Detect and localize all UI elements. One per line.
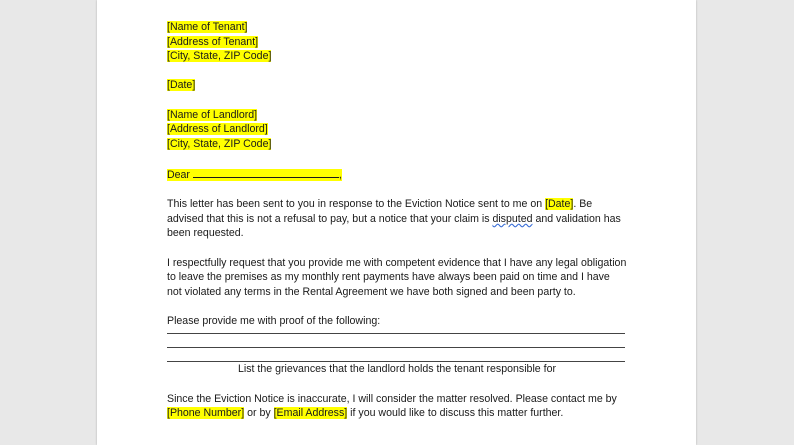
date-line [167, 78, 627, 93]
tenant-address-placeholder[interactable]: [Address of Tenant] [167, 35, 259, 48]
paragraph-text: Since the Eviction Notice is inaccurate, I will consider the matter resolved. Please contact me by [167, 392, 617, 405]
document-page [97, 0, 696, 445]
salutation-comma: , [338, 168, 342, 181]
paragraph-proof: Please provide me with proof of the following: [167, 314, 381, 327]
recipient-blank[interactable] [193, 166, 339, 178]
tenant-name-line [167, 20, 627, 35]
landlord-city-placeholder[interactable]: [City, State, ZIP Code] [167, 137, 272, 150]
tenant-name-placeholder[interactable]: [Name of Tenant] [167, 21, 248, 33]
paragraph-request: I respectfully request that you provide me with competent evidence that I have any legal obligation to leave the premises as my monthly rent payments have always been paid on time and I have not violated any terms in the Rental Agreement we have both signed and been party to. [167, 256, 627, 298]
salutation [167, 166, 627, 183]
date-placeholder[interactable]: [Date] [167, 79, 196, 92]
paragraph-response [167, 197, 627, 241]
paragraph-text: . Be advised that this is not a refusal to pay, but a notice that your claim is [167, 198, 593, 225]
spacer [167, 183, 627, 198]
email-placeholder[interactable]: [Email Address] [273, 407, 348, 420]
paragraph-text: or by [244, 407, 274, 420]
salutation-dear: Dear [167, 168, 190, 181]
spacer [167, 241, 627, 256]
paragraph-text: if you would like to discuss this matter further. [347, 407, 564, 420]
landlord-name-placeholder[interactable]: [Name of Landlord] [167, 108, 258, 121]
spacer [167, 348, 627, 361]
phone-placeholder[interactable]: [Phone Number] [167, 407, 245, 420]
spacer [167, 64, 627, 79]
spacer [167, 151, 627, 166]
notice-date-placeholder[interactable]: [Date] [545, 198, 574, 211]
grievance-caption: List the grievances that the landlord holds the tenant responsible for [237, 363, 556, 376]
spacer [167, 377, 627, 392]
landlord-city-line [167, 137, 627, 152]
spellcheck-word[interactable]: disputed [492, 212, 533, 225]
tenant-city-line [167, 49, 627, 64]
paragraph-text: This letter has been sent to you in response to the Eviction Notice sent to me on [167, 198, 546, 211]
spacer [167, 299, 627, 314]
paragraph-closing [167, 392, 627, 421]
landlord-address-line [167, 122, 627, 137]
spacer [167, 93, 627, 108]
landlord-name-line [167, 108, 627, 123]
spacer [167, 334, 627, 347]
tenant-city-placeholder[interactable]: [City, State, ZIP Code] [167, 50, 272, 63]
letter-body [167, 20, 627, 421]
landlord-address-placeholder[interactable]: [Address of Landlord] [167, 123, 268, 136]
paragraph-text: and validation has been requested. [167, 212, 621, 240]
tenant-address-line [167, 35, 627, 50]
